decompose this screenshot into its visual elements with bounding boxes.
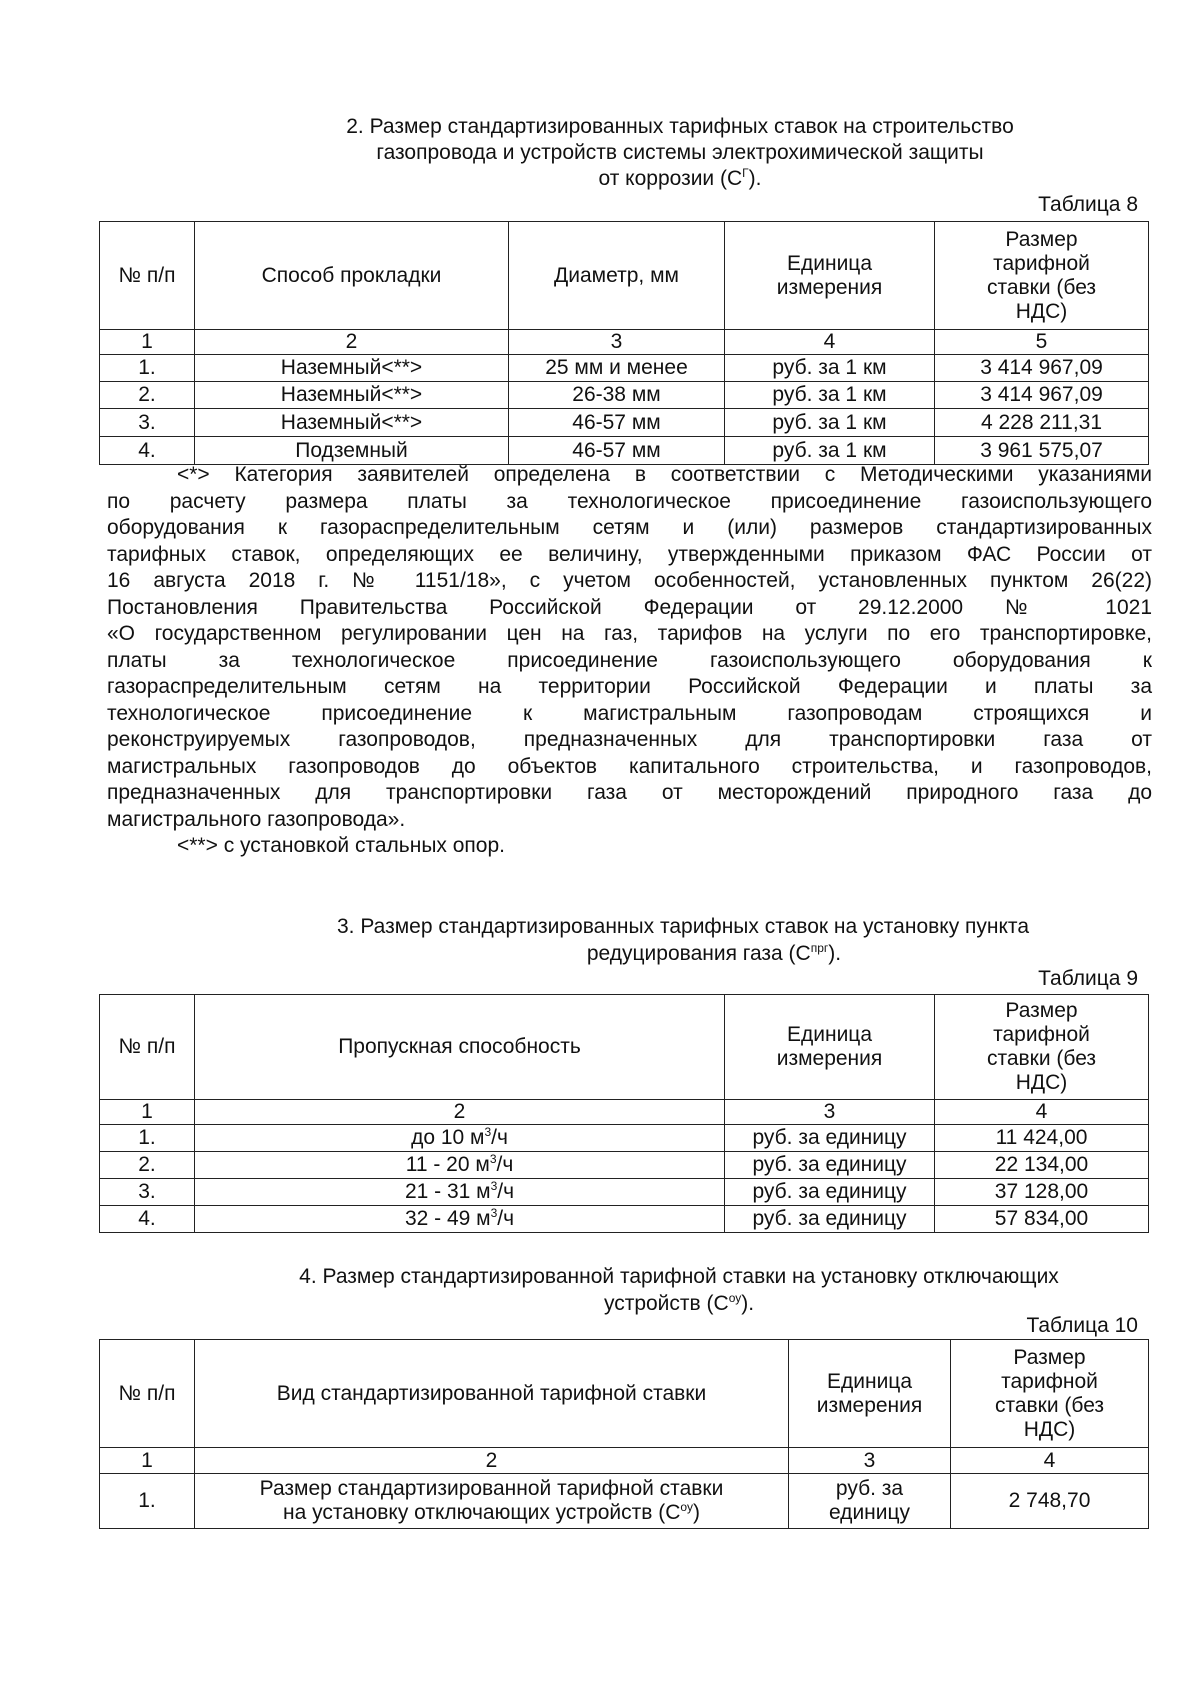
- description-sup: оу: [680, 1500, 693, 1514]
- footnote: [107, 462, 1152, 860]
- footnote-line: технологическое присоединение к магистральным газопроводам строящихся и: [107, 701, 1152, 725]
- cell-number: 1.: [100, 1474, 195, 1529]
- table-row: [100, 1206, 1149, 1233]
- header-cell: Размер тарифной ставки (без НДС): [951, 1340, 1149, 1448]
- cell-capacity: [195, 1152, 725, 1179]
- cell-number: 3.: [100, 1179, 195, 1206]
- colnum-cell: 3: [509, 330, 725, 355]
- description-end: ): [692, 1501, 700, 1524]
- cell-diameter: 26-38 мм: [509, 382, 725, 409]
- cell-capacity: [195, 1179, 725, 1206]
- header-cell: № п/п: [100, 222, 195, 330]
- cell-number: 2.: [100, 382, 195, 409]
- cell-method: Подземный: [195, 437, 509, 465]
- capacity-suffix: /ч: [496, 1153, 514, 1176]
- table-row: [100, 437, 1149, 465]
- footnote-line: реконструируемых газопроводов, предназначенных для транспортировки газа от: [107, 728, 1152, 751]
- section4-title-sup: оу: [728, 1291, 742, 1305]
- cell-rate: 3 414 967,09: [935, 355, 1149, 382]
- table9: [99, 994, 1149, 1233]
- footnote-line: тарифных ставок, определяющих ее величину, утвержденными приказом ФАС России от: [107, 542, 1152, 566]
- table10-colnum-row: [100, 1448, 1149, 1474]
- colnum-cell: 3: [725, 1100, 935, 1125]
- section2-title-line1: 2. Размер стандартизированных тарифных ставок на строительство: [346, 115, 1014, 138]
- cell-rate: 37 128,00: [935, 1179, 1149, 1206]
- section3-title-end: ).: [828, 942, 842, 965]
- cell-unit: руб. за единицу: [789, 1474, 951, 1529]
- footnote-line: «О государственном регулировании цен на газ, тарифов на услуги по его транспортировке,: [107, 622, 1152, 645]
- capacity-suffix: /ч: [497, 1207, 515, 1230]
- header-cell: Размер тарифной ставки (без НДС): [935, 995, 1149, 1100]
- colnum-cell: 2: [195, 1448, 789, 1474]
- capacity-value: 11 - 20 м: [405, 1153, 490, 1176]
- section3-title-line1: 3. Размер стандартизированных тарифных ставок на установку пункта: [337, 915, 1029, 938]
- capacity-sup: 3: [490, 1206, 498, 1220]
- footnote-line: оборудования к газораспределительным сетям и (или) размеров стандартизированных: [107, 516, 1152, 539]
- table-row: [100, 1152, 1149, 1179]
- footnote-line: предназначенных для транспортировки газа от месторождений природного газа до: [107, 781, 1152, 804]
- header-cell: Единица измерения: [725, 222, 935, 330]
- table10-label: Таблица 10: [1026, 1314, 1138, 1337]
- table8-label: Таблица 8: [1038, 193, 1138, 216]
- colnum-cell: 4: [725, 330, 935, 355]
- section4-title-end: ).: [741, 1292, 755, 1315]
- table10-header-row: [100, 1340, 1149, 1448]
- capacity-sup: 3: [490, 1179, 498, 1193]
- cell-unit: руб. за 1 км: [725, 409, 935, 437]
- cell-unit: руб. за единицу: [725, 1179, 935, 1206]
- header-cell: Вид стандартизированной тарифной ставки: [195, 1340, 789, 1448]
- footnote-line: <*> Категория заявителей определена в соответствии с Методическими указаниями: [177, 463, 1152, 486]
- section2-title-line3: [200, 166, 1160, 192]
- header-cell: Единица измерения: [725, 995, 935, 1100]
- section2-title-text: от коррозии (С: [598, 167, 743, 190]
- section4-title-text: устройств (С: [603, 1292, 729, 1315]
- cell-diameter: 25 мм и менее: [509, 355, 725, 382]
- capacity-value: 21 - 31 м: [404, 1180, 491, 1203]
- cell-number: 1.: [100, 355, 195, 382]
- table-row: [100, 382, 1149, 409]
- table-row: [100, 1474, 1149, 1529]
- table9-colnum-row: [100, 1100, 1149, 1125]
- footnote-line: магистральных газопроводов до объектов капитального строительства, и газопроводов,: [107, 754, 1152, 778]
- description-text: на установку отключающих устройств (С: [283, 1501, 681, 1524]
- footnote-line: магистрального газопровода».: [107, 807, 406, 831]
- cell-number: 1.: [100, 1125, 195, 1152]
- section3-title-sup: прг: [810, 941, 829, 955]
- capacity-value: 32 - 49 м: [404, 1207, 491, 1230]
- table-row: [100, 1179, 1149, 1206]
- cell-method: Наземный<**>: [195, 382, 509, 409]
- header-cell: Диаметр, мм: [509, 222, 725, 330]
- cell-unit: руб. за единицу: [725, 1206, 935, 1233]
- description-line2: [199, 1501, 784, 1525]
- section3-title-text: редуцирования газа (С: [586, 942, 811, 965]
- header-cell: № п/п: [100, 1340, 195, 1448]
- colnum-cell: 4: [951, 1448, 1149, 1474]
- capacity-sup: 3: [484, 1125, 492, 1139]
- cell-number: 3.: [100, 409, 195, 437]
- cell-number: 4.: [100, 437, 195, 465]
- colnum-cell: 1: [100, 330, 195, 355]
- cell-rate: 11 424,00: [935, 1125, 1149, 1152]
- cell-method: Наземный<**>: [195, 409, 509, 437]
- header-cell: Пропускная способность: [195, 995, 725, 1100]
- footnote-note2: <**> с установкой стальных опор.: [177, 834, 505, 857]
- capacity-value: до 10 м: [411, 1126, 485, 1149]
- table-row: [100, 1125, 1149, 1152]
- colnum-cell: 5: [935, 330, 1149, 355]
- table9-label: Таблица 9: [1038, 967, 1138, 990]
- section2-title-sup: Г: [742, 166, 749, 180]
- footnote-line: по расчету размера платы за технологическое присоединение газоиспользующего: [107, 489, 1152, 513]
- cell-unit: руб. за 1 км: [725, 437, 935, 465]
- section3-title-line2: [414, 941, 1014, 967]
- cell-rate: 22 134,00: [935, 1152, 1149, 1179]
- cell-rate: 3 414 967,09: [935, 382, 1149, 409]
- cell-unit: руб. за единицу: [725, 1152, 935, 1179]
- capacity-sup: 3: [489, 1152, 497, 1166]
- table8: [99, 221, 1149, 465]
- header-cell: Способ прокладки: [195, 222, 509, 330]
- cell-unit: руб. за 1 км: [725, 382, 935, 409]
- capacity-suffix: /ч: [491, 1126, 508, 1149]
- cell-capacity: [195, 1125, 725, 1152]
- header-cell: Единица измерения: [789, 1340, 951, 1448]
- cell-number: 2.: [100, 1152, 195, 1179]
- colnum-cell: 3: [789, 1448, 951, 1474]
- capacity-suffix: /ч: [497, 1180, 515, 1203]
- table8-colnum-row: [100, 330, 1149, 355]
- section4-title-line1: 4. Размер стандартизированной тарифной ставки на установку отключающих: [299, 1265, 1059, 1288]
- cell-unit: руб. за 1 км: [725, 355, 935, 382]
- description-line1: Размер стандартизированной тарифной ставки: [259, 1477, 724, 1500]
- cell-rate: 2 748,70: [951, 1474, 1149, 1529]
- cell-capacity: [195, 1206, 725, 1233]
- colnum-cell: 4: [935, 1100, 1149, 1125]
- colnum-cell: 1: [100, 1448, 195, 1474]
- table9-header-row: [100, 995, 1149, 1100]
- cell-rate: 4 228 211,31: [935, 409, 1149, 437]
- cell-diameter: 46-57 мм: [509, 437, 725, 465]
- cell-rate: 3 961 575,07: [935, 437, 1149, 465]
- table8-header-row: [100, 222, 1149, 330]
- colnum-cell: 1: [100, 1100, 195, 1125]
- section2-title-line2: газопровода и устройств системы электрохимической защиты: [376, 141, 984, 164]
- footnote-line: Постановления Правительства Российской Федерации от 29.12.2000 № 1021: [107, 595, 1152, 619]
- section4-title-line2: [200, 1291, 1158, 1317]
- table-row: [100, 355, 1149, 382]
- cell-method: Наземный<**>: [195, 355, 509, 382]
- cell-diameter: 46-57 мм: [509, 409, 725, 437]
- footnote-line: платы за технологическое присоединение газоиспользующего оборудования к: [107, 648, 1152, 672]
- cell-unit: руб. за единицу: [725, 1125, 935, 1152]
- table-row: [100, 409, 1149, 437]
- footnote-line: газораспределительным сетям на территории Российской Федерации и платы за: [107, 675, 1152, 698]
- table10: [99, 1339, 1149, 1529]
- section2-title-end: ).: [748, 167, 762, 190]
- footnote-line: 16 августа 2018 г. № 1151/18», с учетом особенностей, установленных пунктом 26(22): [107, 569, 1152, 592]
- colnum-cell: 2: [195, 330, 509, 355]
- cell-number: 4.: [100, 1206, 195, 1233]
- header-cell: Размер тарифной ставки (без НДС): [935, 222, 1149, 330]
- cell-rate: 57 834,00: [935, 1206, 1149, 1233]
- header-cell: № п/п: [100, 995, 195, 1100]
- cell-description: [195, 1474, 789, 1529]
- colnum-cell: 2: [195, 1100, 725, 1125]
